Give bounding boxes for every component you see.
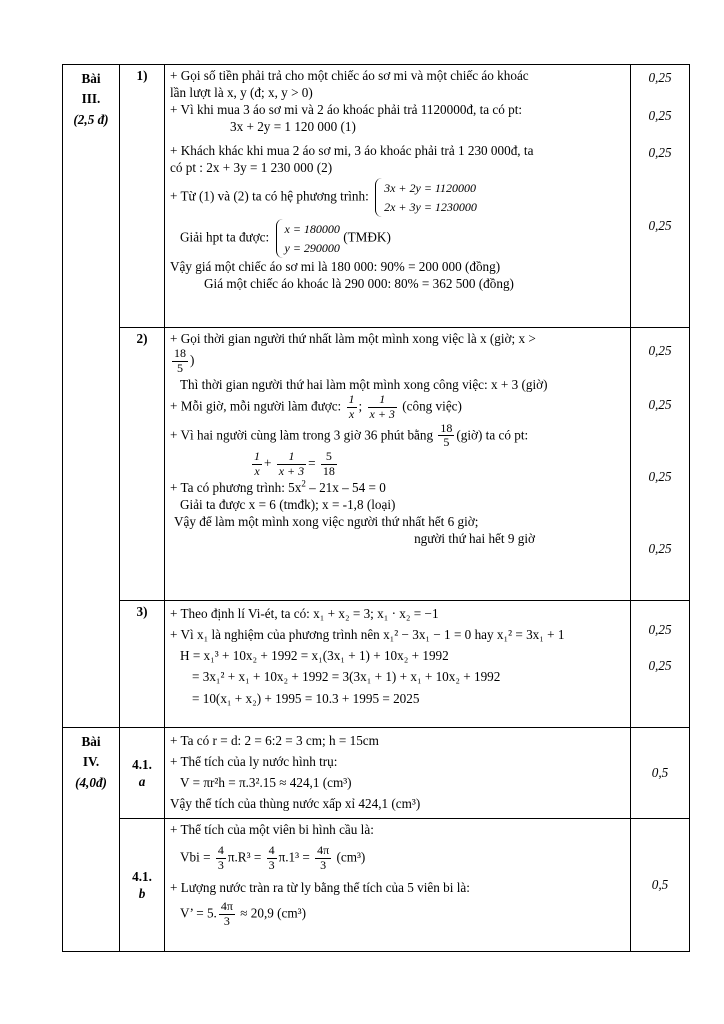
bai4-label: Bài IV. (4,0đ) [63, 728, 120, 952]
bai3-part1-row [63, 65, 690, 328]
part-content: + Theo định lí Vi-ét, ta có: x₁ + x₂ = 3; x₁ · x₂ = −1 + Vì x₁ là nghiệm của phương trình nên x₁² − 3x₁ − 1 = 0 hay x₁² = 3x₁ + 1 H = x₁³ + 10x₂ + 1992 = x₁(3x₁ + 1) + 10x₂ + 1992 = 3x₁² + x₁ + 10x₂ + 1992 = 3(3x₁ + 1) + x₁ + 10x₂ + 1992 = 10(x₁ + x₂) + 1995 = 10.3 + 1995 = 2025 [165, 601, 631, 728]
part-content: + Gọi thời gian người thứ nhất làm một mình xong việc là x (giờ; x > $\frac{18}{5}$ ) Thì thời gian người thứ hai làm một mình xong công việc: x + 3 (giờ) + Mỗi giờ, mỗi người làm được: $\frac{1}{x}$ ; $\frac{1}{x + 3}$ (công việc) + Vì hai người cùng làm trong 3 giờ 36 phút bằng $\frac{18}{5}$ (giờ) ta có pt: $\frac{1}{x}$ + $\frac{1}{x + 3}$ = $\frac{5}{18}$ + Ta có phương trình: $5x^2 - 21x - 54 = 0$ Giải ta được x = 6 (tmđk); x = -1,8 (loại) Vậy để làm một mình xong việc người thứ nhất hết 6 giờ; người thứ hai hết 9 giờ [165, 328, 631, 601]
points-column: 0,25 0,25 0,25 0,25 [631, 65, 690, 328]
points-column: 0,5 [631, 728, 690, 819]
equation: $\frac{1}{x}$ + $\frac{1}{x + 3}$ = $\frac{5}{18}$ [254, 449, 335, 478]
sphere-volume-formula: Vbi = $\frac{4}{3}$ π.R³ = $\frac{4}{3}$ π.1³ = $\frac{4\pi}{3}$ (cm³) [180, 843, 366, 872]
part-number: 4.1. a [120, 728, 165, 819]
part-number: 2) [120, 328, 165, 601]
bai3-part2-row [63, 328, 690, 601]
bai3-part3-row [63, 601, 690, 728]
part-number: 1) [120, 65, 165, 328]
points-column: 0,25 0,25 [631, 601, 690, 728]
solution-system: x = 180000 y = 290000 [276, 219, 340, 258]
points-column: 0,5 [631, 819, 690, 952]
part-number: 4.1. b [120, 819, 165, 952]
answer-table [62, 64, 690, 952]
equation-system: 3x + 2y = 1120000 2x + 3y = 1230000 [375, 178, 477, 217]
part-content: + Ta có r = d: 2 = 6:2 = 3 cm; h = 15cm + Thể tích của ly nước hình trụ: V = πr²h = π.3².15 ≈ 424,1 (cm³) Vậy thể tích của thùng nước xấp xỉ 424,1 (cm³) [165, 728, 631, 819]
overflow-volume-formula: V’ = 5. $\frac{4\pi}{3}$ ≈ 20,9 (cm³) [180, 898, 306, 928]
bai3-label: Bài III. (2,5 đ) [63, 65, 120, 728]
part-content: + Thể tích của một viên bi hình cầu là: Vbi = $\frac{4}{3}$ π.R³ = $\frac{4}{3}$ π.1³ = $\frac{4\pi}{3}$ (cm³) + Lượng nước tràn ra từ ly bằng thể tích của 5 viên bi là: V’ = 5. $\frac{4\pi}{3}$ ≈ 20,9 (cm³) [165, 819, 631, 952]
points-column: 0,25 0,25 0,25 0,25 [631, 328, 690, 601]
part-number: 3) [120, 601, 165, 728]
bai4-part-b-row [63, 819, 690, 952]
bai4-part-a-row [63, 728, 690, 819]
part-content: + Gọi số tiền phải trả cho một chiếc áo sơ mi và một chiếc áo khoác lần lượt là x, y (đ; x, y > 0) + Vì khi mua 3 áo sơ mi và 2 áo khoác phải trả 1120000đ, ta có pt: 3x + 2y = 1 120 000 (1) + Khách khác khi mua 2 áo sơ mi, 3 áo khoác phải trả 1 230 000đ, ta có pt : 2x + 3y = 1 230 000 (2) + Từ (1) và (2) ta có hệ phương trình: 3x + 2y = 1120000 2x + 3y = 1230000 Giải hpt ta được: x = 180000 y = 290000 (TMĐK) Vậy giá một chiếc áo sơ mi là 180 000: 90% = 200 000 (đồng) Giá một chiếc áo khoác là 290 000: 80% = 362 500 (đồng) [165, 65, 631, 328]
